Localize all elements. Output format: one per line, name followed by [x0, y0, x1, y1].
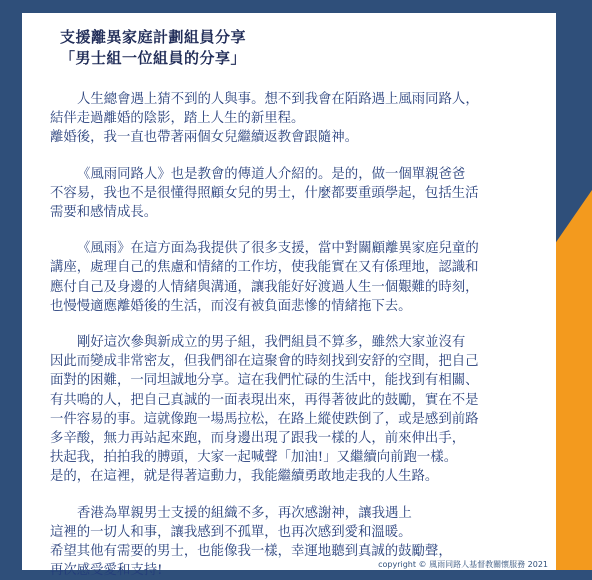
- text-line: 扶起我，拍拍我的膊頭，大家一起喊聲「加油!」又繼續向前跑一樣。: [50, 450, 458, 466]
- paragraph: [50, 239, 538, 316]
- text-line: 一件容易的事。這就像跑一場馬拉松，在路上縱使跌倒了，或是感到前路: [50, 411, 479, 427]
- text-line: 希望其他有需要的男士，也能像我一樣，幸運地聽到真誠的鼓勵聲，: [50, 544, 452, 560]
- text-line: 不容易，我也不是很懂得照顧女兒的男士，什麼都要重頭學起，包括生活: [50, 185, 479, 201]
- text-line: 面對的困難，一同坦誠地分享。這在我們忙碌的生活中，能找到有相關、: [50, 373, 479, 389]
- article-subtitle: 「男士組一位組員的分享」: [60, 49, 247, 67]
- paragraph: [50, 333, 538, 487]
- paragraph: [50, 165, 538, 223]
- text-line: 再次感受愛和支持!: [50, 563, 163, 579]
- text-line: 也慢慢適應離婚後的生活，而沒有被負面悲慘的情緒拖下去。: [50, 298, 412, 314]
- article-card: [22, 13, 556, 579]
- text-line: 需要和感情成長。: [50, 205, 158, 221]
- text-line: 結伴走過離婚的陰影，踏上人生的新里程。: [50, 111, 305, 127]
- text-line: 多辛酸，無力再站起來跑，而身邊出現了跟我一樣的人，前來伸出手，: [50, 431, 466, 447]
- text-line: 《風雨同路人》也是教會的傳道人介紹的。是的，做一個單親爸爸: [77, 166, 466, 182]
- text-line: 剛好這次參與新成立的男子組，我們組員不算多，雖然大家並沒有: [77, 335, 466, 351]
- text-line: 香港為單親男士支援的組織不多，再次感謝神，讓我遇上: [77, 505, 412, 521]
- text-line: 有共鳴的人，把自己真誠的一面表現出來，再得著彼此的鼓勵，實在不是: [50, 392, 479, 408]
- text-line: 離婚後，我一直也帶著兩個女兒繼續返教會跟隨神。: [50, 130, 358, 146]
- text-line: 應付自己及身邊的人情緒與溝通，讓我能好好渡過人生一個艱難的時刻，: [50, 279, 479, 295]
- article-body: [50, 90, 538, 580]
- text-line: 人生總會遇上猜不到的人與事。想不到我會在陌路遇上風雨同路人，: [77, 92, 479, 107]
- copyright-footer: copyright © 風雨同路人基督教關懷服務 2021: [378, 560, 548, 569]
- text-line: 因此而變成非常密友，但我們卻在這聚會的時刻找到安舒的空間，把自己: [50, 354, 479, 370]
- paragraph: [50, 90, 538, 148]
- article-title: 支援離異家庭計劃組員分享: [60, 28, 247, 46]
- text-line: 這裡的一切人和事，讓我感到不孤單，也再次感到愛和溫暖。: [50, 524, 412, 540]
- text-line: 是的，在這裡，就是得著這動力，我能繼續勇敢地走我的人生路。: [50, 469, 439, 485]
- text-line: 講座，處理自己的焦慮和情緒的工作坊，使我能實在又有係理地，認識和: [50, 260, 479, 276]
- text-line: 《風雨》在這方面為我提供了很多支援，當中對關顧離異家庭兒童的: [77, 241, 479, 257]
